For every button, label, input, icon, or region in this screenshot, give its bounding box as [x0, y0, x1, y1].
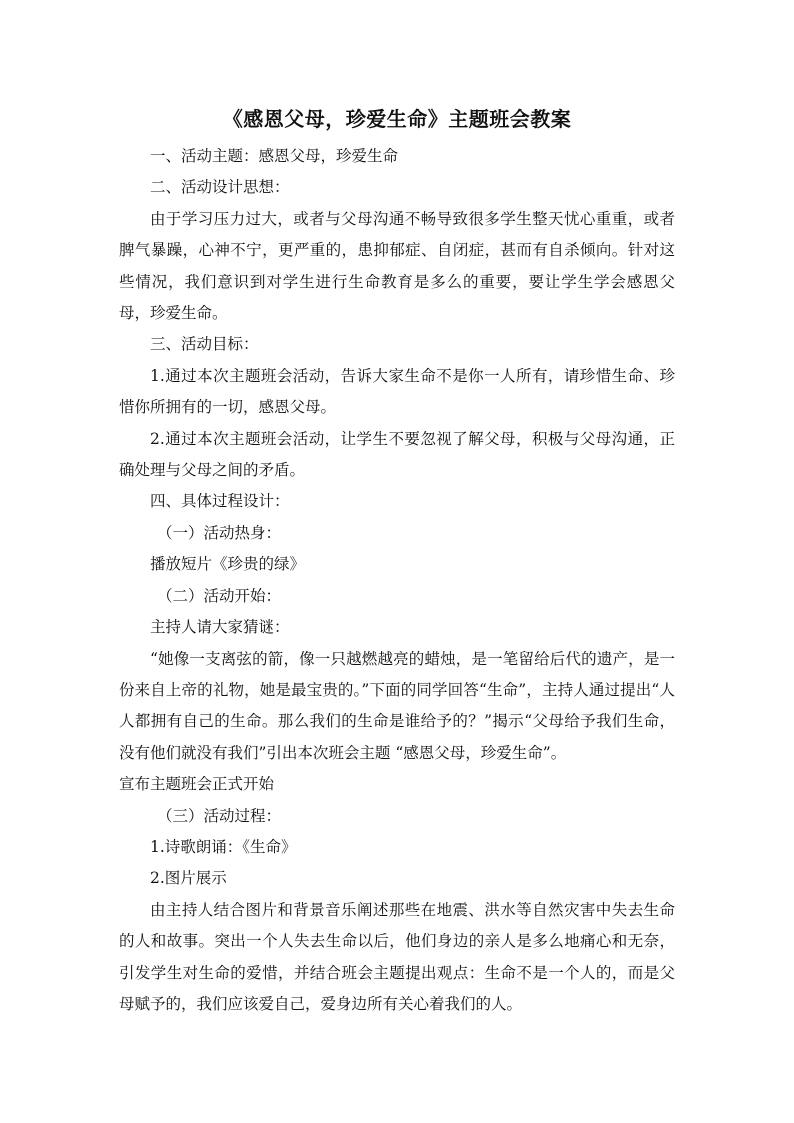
step-item-1: 1.诗歌朗诵：《生命》 — [150, 837, 297, 856]
part-start-body: “她像一支离弦的箭，像一只越燃越亮的蜡烛，是一笔留给后代的遗产，是一份来自上帝的礼物，她是最宝贵的。”下面的同学回答“生命”，主持人通过提出“人人都拥有自己的生命。那么我们的生命是谁给予的？”揭示“父母给予我们生命，没有他们就没有我们”引出本次班会主题 “感恩父母，珍爱生命”。 — [119, 649, 675, 762]
goal-item-1: 1.通过本次主题班会活动，告诉大家生命不是你一人所有，请珍惜生命、珍惜你所拥有的一切，感恩父母。 — [119, 366, 675, 417]
part-warmup-body: 播放短片《珍贵的绿》 — [150, 555, 306, 574]
step-item-2-body: 由主持人结合图片和背景音乐阐述那些在地震、洪水等自然灾害中失去生命的人和故事。突出一个人失去生命以后，他们身边的亲人是多么地痛心和无奈，引发学生对生命的爱惜，并结合班会主题提出观点：生命不是一个人的，而是父母赋予的，我们应该爱自己，爱身边所有关心着我们的人。 — [119, 900, 675, 1013]
part-start-announce: 宣布主题班会正式开始 — [119, 775, 275, 794]
document-content — [119, 105, 675, 1020]
part-start-heading: （二）活动开始： — [157, 586, 282, 605]
section-activity-theme: 一、活动主题：感恩父母，珍爱生命 — [150, 147, 399, 165]
section-goals-heading: 三、活动目标： — [150, 335, 259, 354]
section-process-heading: 四、具体过程设计： — [150, 492, 290, 511]
document-title: 《感恩父母，珍爱生命》主题班会教案 — [222, 107, 572, 131]
section-design-body: 由于学习压力过大，或者与父母沟通不畅导致很多学生整天忧心重重，或者脾气暴躁，心神不宁，更严重的，患抑郁症、自闭症，甚而有自杀倾向。针对这些情况，我们意识到对学生进行生命教育是多么的重要，要让学生学会感恩父母，珍爱生命。 — [119, 209, 675, 323]
section-design-heading: 二、活动设计思想： — [150, 178, 290, 197]
step-item-2: 2.图片展示 — [150, 869, 227, 888]
part-warmup-heading: （一）活动热身： — [157, 523, 282, 542]
part-process-heading: （三）活动过程： — [157, 806, 282, 825]
goal-item-2: 2.通过本次主题班会活动，让学生不要忽视了解父母，积极与父母沟通，正确处理与父母之间的矛盾。 — [119, 429, 675, 480]
part-start-intro: 主持人请大家猜谜： — [150, 618, 290, 637]
